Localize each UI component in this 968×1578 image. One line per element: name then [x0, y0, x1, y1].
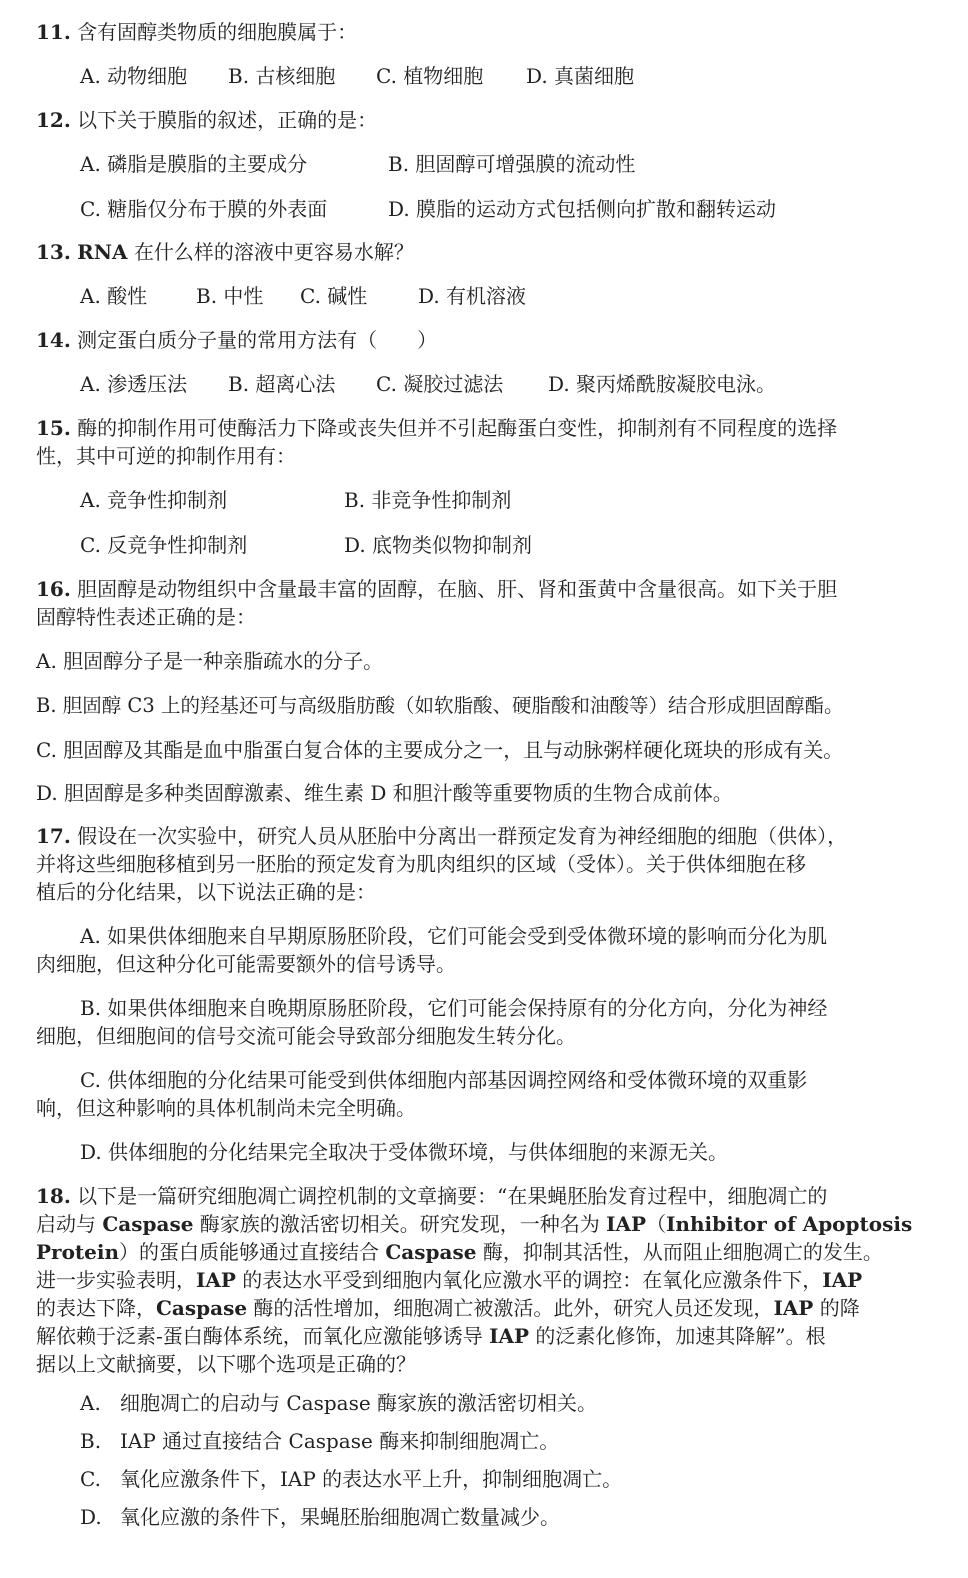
option-d: D. 供体细胞的分化结果完全取决于受体微环境，与供体细胞的来源无关。: [80, 1140, 729, 1164]
text-fragment: ）的蛋白质能够通过直接结合: [119, 1240, 386, 1264]
option-d: D. 胆固醇是多种类固醇激素、维生素 D 和胆汁酸等重要物质的生物合成前体。: [36, 781, 733, 805]
term-iap: IAP: [196, 1268, 236, 1292]
option-c-line-1: C. 供体细胞的分化结果可能受到供体细胞内部基因调控网络和受体微环境的双重影: [80, 1068, 808, 1092]
question-number: 13.: [36, 240, 71, 264]
question-text: 在什么样的溶液中更容易水解？: [133, 240, 414, 264]
question-number: 16.: [36, 577, 71, 601]
option-c: C. 胆固醇及其酯是血中脂蛋白复合体的主要成分之一，且与动脉粥样硬化斑块的形成有关。: [36, 738, 844, 762]
question-14: [36, 326, 437, 354]
question-text: 以下关于膜脂的叙述，正确的是：: [77, 108, 378, 132]
option-text: 氧化应激的条件下，果蝇胚胎细胞凋亡数量减少。: [120, 1505, 560, 1529]
text-fragment: 酶的活性增加，细胞凋亡被激活。此外，研究人员还发现，: [247, 1296, 774, 1320]
question-18: [36, 1182, 827, 1210]
option-c: C. 凝胶过滤法: [376, 372, 504, 396]
question-number: 14.: [36, 328, 71, 352]
option-d: D. 真菌细胞: [526, 64, 635, 88]
option-a: A. 磷脂是膜脂的主要成分: [80, 152, 308, 176]
question-text-line-1: 假设在一次实验中，研究人员从胚胎中分离出一群预定发育为神经细胞的细胞（供体），: [77, 824, 848, 848]
term-iap: IAP: [489, 1324, 530, 1348]
term-inhibitor: Inhibitor of Apoptosis: [666, 1212, 913, 1236]
question-text-line-5: [36, 1294, 860, 1322]
option-c: C. 碱性: [300, 284, 368, 308]
question-number: 15.: [36, 416, 71, 440]
question-text-line-2: 性，其中可逆的抑制作用有：: [36, 444, 296, 468]
question-text-line-7: 据以上文献摘要，以下哪个选项是正确的？: [36, 1352, 416, 1376]
question-text-line-4: [36, 1266, 862, 1294]
question-number: 17.: [36, 824, 71, 848]
question-16: [36, 575, 837, 603]
option-b: B. 非竞争性抑制剂: [344, 488, 512, 512]
term-iap: IAP: [606, 1212, 647, 1236]
text-fragment: 进一步实验表明，: [36, 1268, 196, 1292]
term-iap: IAP: [822, 1268, 863, 1292]
text-fragment: 酶，抑制其活性，从而阻止细胞凋亡的发生。: [476, 1240, 883, 1264]
question-text-line-2: 固醇特性表述正确的是：: [36, 605, 256, 629]
question-text-line-1: 胆固醇是动物组织中含量最丰富的固醇，在脑、肝、肾和蛋黄中含量很高。如下关于胆: [77, 577, 838, 601]
question-text-line-2: 并将这些细胞移植到另一胚胎的预定发育为肌肉组织的区域（受体）。关于供体细胞在移: [36, 852, 806, 876]
question-11: [36, 18, 357, 46]
term-protein: Protein: [36, 1240, 120, 1264]
question-text-line-1: 以下是一篇研究细胞凋亡调控机制的文章摘要：“在果蝇胚胎发育过程中，细胞凋亡的: [77, 1184, 828, 1208]
option-d: D. 底物类似物抑制剂: [344, 533, 533, 557]
option-letter: A.: [80, 1391, 101, 1415]
option-c-line-2: 响，但这种影响的具体机制尚未完全明确。: [36, 1096, 416, 1120]
text-fragment: 酶家族的激活密切相关。研究发现，一种名为: [193, 1212, 607, 1236]
option-a: A. 胆固醇分子是一种亲脂疏水的分子。: [36, 649, 384, 673]
question-number: 18.: [36, 1184, 71, 1208]
question-13: [36, 238, 414, 266]
rna-term: RNA: [77, 240, 128, 264]
question-text: 含有固醇类物质的细胞膜属于：: [77, 20, 358, 44]
option-b-line-1: B. 如果供体细胞来自晚期原肠胚阶段，它们可能会保持原有的分化方向，分化为神经: [80, 996, 828, 1020]
question-text-line-3: [36, 1238, 883, 1266]
option-a: A. 酸性: [80, 284, 148, 308]
question-text-line-1: 酶的抑制作用可使酶活力下降或丧失但并不引起酶蛋白变性，抑制剂有不同程度的选择: [77, 416, 838, 440]
option-c: C. 糖脂仅分布于膜的外表面: [80, 197, 328, 221]
question-text-line-3: 植后的分化结果，以下说法正确的是：: [36, 880, 376, 904]
option-b: B. 胆固醇可增强膜的流动性: [388, 152, 636, 176]
question-number: 11.: [36, 20, 71, 44]
text-fragment: 的降: [813, 1296, 860, 1320]
option-a: A. 竞争性抑制剂: [80, 488, 228, 512]
option-d: D. 聚丙烯酰胺凝胶电泳。: [548, 372, 777, 396]
option-letter: B.: [80, 1429, 102, 1453]
option-b-line-2: 细胞，但细胞间的信号交流可能会导致部分细胞发生转分化。: [36, 1024, 576, 1048]
term-iap: IAP: [773, 1296, 814, 1320]
option-c: C. 反竞争性抑制剂: [80, 533, 248, 557]
option-b: B. 胆固醇 C3 上的羟基还可与高级脂肪酸（如软脂酸、硬脂酸和油酸等）结合形成胆固醇酯。: [36, 694, 844, 717]
option-b: B. 中性: [196, 284, 264, 308]
option-d: D. 有机溶液: [418, 284, 527, 308]
option-text: 细胞凋亡的启动与 Caspase 酶家族的激活密切相关。: [120, 1391, 598, 1415]
text-fragment: 的泛素化修饰，加速其降解”。根: [529, 1324, 826, 1348]
option-text: 氧化应激条件下，IAP 的表达水平上升，抑制细胞凋亡。: [120, 1467, 623, 1491]
term-caspase: Caspase: [102, 1212, 194, 1236]
question-text-line-2: [36, 1210, 912, 1238]
question-15: [36, 414, 837, 442]
question-number: 12.: [36, 108, 71, 132]
text-fragment: 启动与: [36, 1212, 103, 1236]
option-a: A. 动物细胞: [80, 64, 188, 88]
question-12: [36, 106, 377, 134]
option-a-line-2: 肉细胞，但这种分化可能需要额外的信号诱导。: [36, 952, 456, 976]
text-fragment: （: [646, 1212, 667, 1236]
option-b: B. 超离心法: [228, 372, 336, 396]
text-fragment: 解依赖于泛素-蛋白酶体系统，而氧化应激能够诱导: [36, 1324, 490, 1348]
term-caspase: Caspase: [156, 1296, 248, 1320]
term-caspase: Caspase: [385, 1240, 477, 1264]
option-a: A. 渗透压法: [80, 372, 188, 396]
question-text-line-6: [36, 1322, 826, 1350]
option-letter: D.: [80, 1505, 102, 1529]
option-b: B. 古核细胞: [228, 64, 336, 88]
option-letter: C.: [80, 1467, 101, 1491]
text-fragment: 的表达下降，: [36, 1296, 156, 1320]
question-text: 测定蛋白质分子量的常用方法有（ ）: [77, 328, 438, 352]
option-text: IAP 通过直接结合 Caspase 酶来抑制细胞凋亡。: [120, 1429, 560, 1453]
question-17: [36, 822, 847, 850]
option-d: D. 膜脂的运动方式包括侧向扩散和翻转运动: [388, 197, 777, 221]
text-fragment: 的表达水平受到细胞内氧化应激水平的调控：在氧化应激条件下，: [235, 1268, 823, 1292]
option-c: C. 植物细胞: [376, 64, 484, 88]
option-a-line-1: A. 如果供体细胞来自早期原肠胚阶段，它们可能会受到受体微环境的影响而分化为肌: [80, 924, 828, 948]
